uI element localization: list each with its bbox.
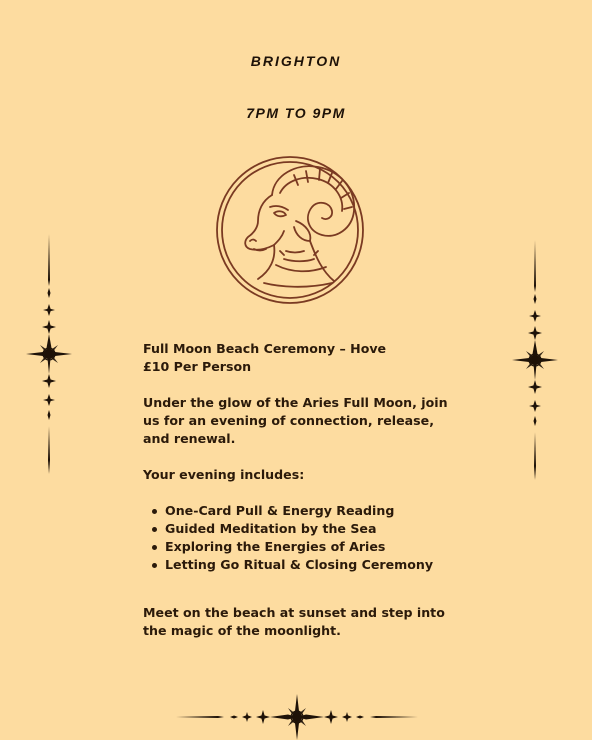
event-time: 7PM TO 9PM: [246, 105, 346, 121]
event-location: BRIGHTON: [250, 53, 342, 69]
list-item: Guided Meditation by the Sea: [143, 520, 463, 538]
event-details: [143, 340, 463, 640]
aries-ram-icon: [214, 155, 366, 305]
includes-heading: Your evening includes:: [143, 467, 305, 482]
event-price: £10 Per Person: [143, 359, 252, 374]
sparkle-star-icon: [26, 234, 72, 474]
list-item: Exploring the Energies of Aries: [143, 538, 463, 556]
event-title: Full Moon Beach Ceremony – Hove: [143, 341, 387, 356]
includes-list: [143, 502, 463, 574]
event-closing: Meet on the beach at sunset and step into the magic of the moonlight.: [143, 605, 445, 638]
event-intro: Under the glow of the Aries Full Moon, join us for an evening of connection, release, and renewal.: [143, 395, 448, 446]
list-item: One-Card Pull & Energy Reading: [143, 502, 463, 520]
sparkle-star-icon: [512, 240, 558, 480]
list-item: Letting Go Ritual & Closing Ceremony: [143, 556, 463, 574]
sparkle-star-icon: [176, 694, 418, 740]
